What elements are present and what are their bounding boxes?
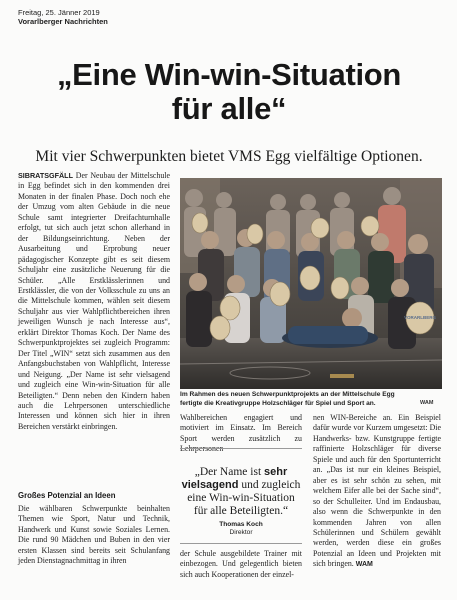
photo-credit: WAM (420, 400, 434, 406)
pull-quote-author: Thomas Koch (219, 521, 263, 528)
article-column-3-text: nen WIN-Bereiche an. Ein Beispiel dafür wurde vor Kurzem umgesetzt: Die Handwerks- bzw. Kunstgruppe fertigte raffinierte Holzschläger für diverse Spiele und auch für den Sportunterricht an. „Das ist nur ein kleines Beispiel, aber es ist sehr schön zu sehen, mit welchem Eifer alle bei der Sache sind“, so der Schulleiter. Und im Endausbau, also wenn die Schwerpunkte in den kommenden Jahren von allen Schülerinnen und Schülern gewählt werden, werden diese ein großes Potenzial an Ideen und Projekten mit sich bringen. (313, 413, 441, 569)
photo-caption: Im Rahmen des neuen Schwerpunktprojekts an der Mittelschule Egg fertigte die Kreativgruppe Holzschläger für Spiel und Sport an. (180, 391, 395, 407)
article-subheading: Großes Potenzial an Ideen (18, 491, 116, 500)
pull-quote-top-rule (180, 448, 302, 449)
article-body-paragraph-1: Der Neubau der Mittelschule in Egg befindet sich in den kommenden drei Monaten in der finalen Phase. Doch noch ehe der Umzug vom alten Gebäude in die neue Schule samt integrierter Dreifachturnhalle erfolgt, tut sich auch jetzt schon allerhand in der Bildungseinrichtung. Neben der Ausarbeitung und Erprobung neuer pädagogischer Konzepte gibt es seit diesem Schuljahr eine zusätzliche Neuerung für die Schüler. „Alle Erstklässlerinnen und Erstklässler, die von der Volksschule zu uns an die Mittelschule kommen, wählen seit diesem Schuljahr aus vier Wahlpflichtbereichen ihren jeweiligen Wunsch je nach Interesse aus“, erklärt Direktor Thomas Koch. Der Name des Schwerpunktprojektes sei zugleich Programm: Der Titel „WIN“ setzt sich zusammen aus den Anfangsbuchstaben von Wahlpflicht, Interesse und Neigung. „Der Name ist sehr vielsagend und zugleich eine Win-win-Situation für alle Beteiligten.“ Denn neben den Kindern haben auch die Lehrpersonen unterschiedliche Interessen und können sich hier in ihren Bereichen verstärkt einbringen. (18, 171, 170, 431)
article-subheadline: Mit vier Schwerpunkten bietet VMS Egg vielfältige Optionen. (35, 148, 423, 165)
pull-quote-open: „Der Name ist (194, 466, 265, 478)
article-column-3 (313, 413, 441, 571)
pull-quote-role: Direktor (229, 529, 253, 536)
issue-date: Freitag, 25. Jänner 2019 (18, 8, 100, 17)
article-photo (180, 178, 442, 389)
article-column-2-bottom: der Schule ausgebildete Trainer mit einbezogen. Und gelegentlich bieten sich auch Kooperationen der einzel- (180, 549, 302, 579)
page-header (18, 8, 108, 26)
article-dateline: SIBRATSGFÄLL (18, 171, 73, 180)
headline-line-2: für alle“ (171, 91, 287, 126)
pull-quote (180, 466, 302, 518)
author-signature: WAM (355, 561, 373, 569)
article-column-1 (18, 171, 170, 432)
pull-quote-emphasis: sehr vielsagend (181, 466, 288, 491)
pull-quote-rest: und zugleich eine Win-win-Situation für alle Beteiligten.“ (187, 479, 301, 517)
paddle-lettering: VORARLBERG (403, 315, 437, 320)
newspaper-name: Vorarlberger Nachrichten (18, 17, 108, 26)
headline-line-1: „Eine Win-win-Situation (56, 57, 402, 92)
pull-quote-bottom-rule (180, 543, 302, 544)
article-column-2-top: Wahlbereichen engagiert und motiviert im Einsatz. Im Bereich Sport werden zusätzlich zu Lehrpersonen (180, 413, 302, 454)
article-body-paragraph-2: Die wählbaren Schwerpunkte beinhalten Themen wie Sport, Natur und Technik, Handwerk und Kunst sowie Soziales Lernen. Die rund 90 Mädchen und Buben in den vier ersten Klassen sind bereits seit Schulanfang jeden Dienstagnachmittag in ihren (18, 504, 170, 566)
pull-quote-attribution (180, 521, 302, 537)
article-headline (20, 58, 438, 126)
